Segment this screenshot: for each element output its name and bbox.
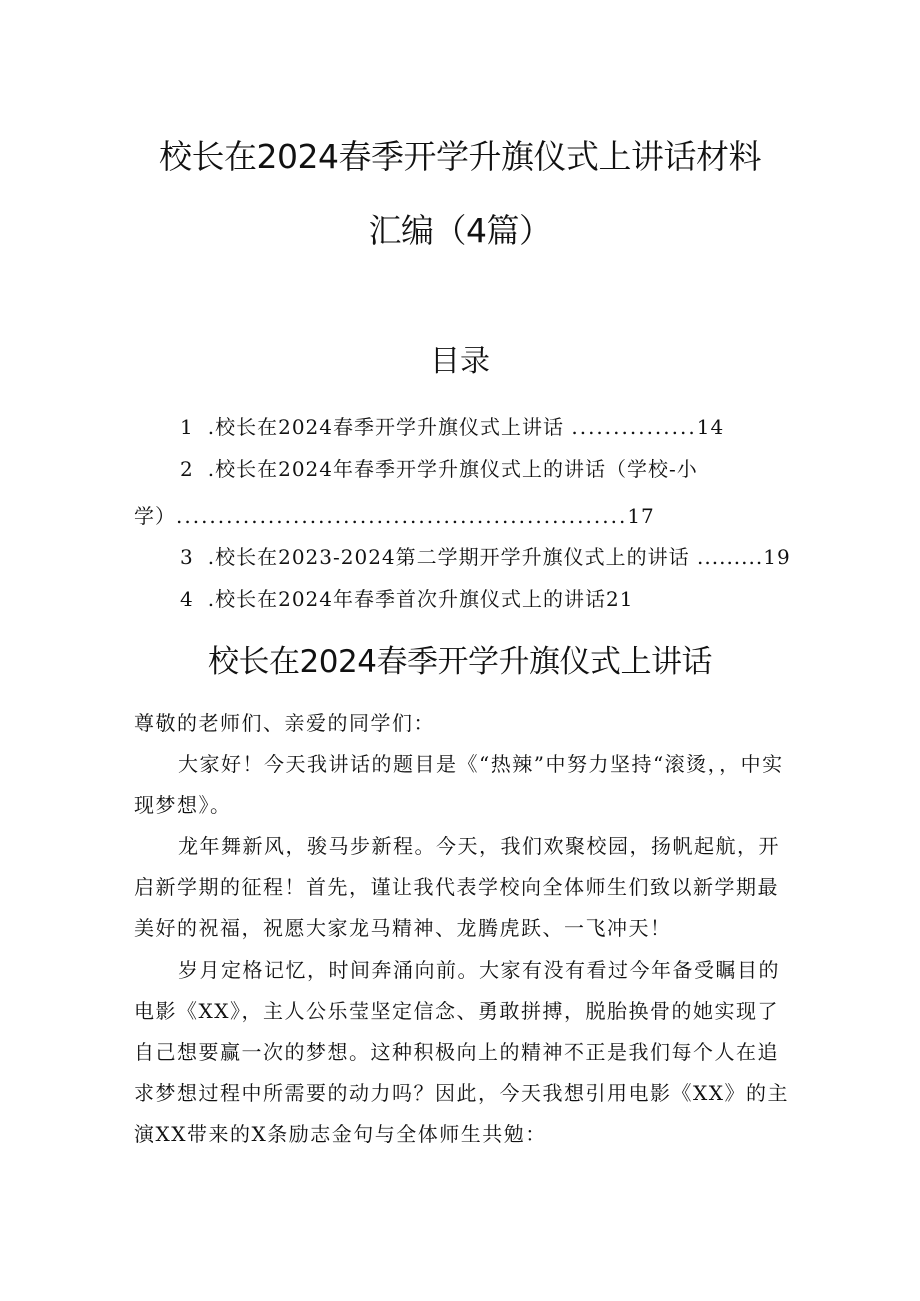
toc-entry-text: .校长在2024年春季开学升旗仪式上的讲话（学校-小 xyxy=(207,457,698,481)
document-title-line1: 校长在2024春季开学升旗仪式上讲话材料 xyxy=(159,137,761,176)
paragraph: 岁月定格记忆，时间奔涌向前。大家有没有看过今年备受瞩目的电影《XX》，主人公乐莹坚定信念、勇敢拼搏，脱胎换骨的她实现了自己想要赢一次的梦想。这种积极向上的精神不正是我们每个人在追求梦想过程中所需要的动力吗？因此，今天我想引用电影《XX》的主演XX带来的X条励志金句与全体师生共勉： xyxy=(134,958,789,1146)
toc-entry-number: 1 xyxy=(180,415,194,439)
toc-entry-text: .校长在2024春季开学升旗仪式上讲话 xyxy=(207,415,564,439)
toc-entry-number: 4 xyxy=(180,587,194,611)
toc-entry-continuation[interactable] xyxy=(134,503,655,529)
article-title: 校长在2024春季开学升旗仪式上讲话 xyxy=(208,644,712,680)
toc-heading: 目录 xyxy=(430,344,490,379)
salutation: 尊敬的老师们、亲爱的同学们： xyxy=(134,711,435,735)
paragraph: 大家好！今天我讲话的题目是《“热辣”中努力坚持“滚烫，，中实现梦想》。 xyxy=(134,752,784,817)
toc-entry-page: 14 xyxy=(696,415,725,439)
toc-leader-dots: ............... xyxy=(571,415,697,439)
paragraph: 龙年舞新风，骏马步新程。今天，我们欢聚校园，扬帆起航，开启新学期的征程！首先，谨让我代表学校向全体师生们致以新学期最美好的祝福，祝愿大家龙马精神、龙腾虎跃、一飞冲天！ xyxy=(134,834,780,940)
toc-entry-number: 3 xyxy=(180,545,194,569)
toc-entry[interactable] xyxy=(180,586,633,612)
toc-entry[interactable] xyxy=(180,414,724,440)
toc-entry-page: 21 xyxy=(606,587,634,611)
toc-entry-text-continuation: 学） xyxy=(134,504,176,528)
toc-leader-dots: ......... xyxy=(697,545,764,569)
document-title-line2: 汇编（4篇） xyxy=(368,211,552,250)
toc-leader-dots: ...................................................... xyxy=(176,504,628,528)
toc-entry-text: .校长在2024年春季首次升旗仪式上的讲话 xyxy=(207,587,606,611)
toc-entry-text: .校长在2023-2024第二学期开学升旗仪式上的讲话 xyxy=(207,545,690,569)
toc-entry-page: 17 xyxy=(627,504,655,528)
toc-entry-number: 2 xyxy=(180,457,194,481)
toc-entry[interactable] xyxy=(180,544,791,570)
toc-entry[interactable] xyxy=(180,456,698,482)
toc-entry-page: 19 xyxy=(763,545,791,569)
